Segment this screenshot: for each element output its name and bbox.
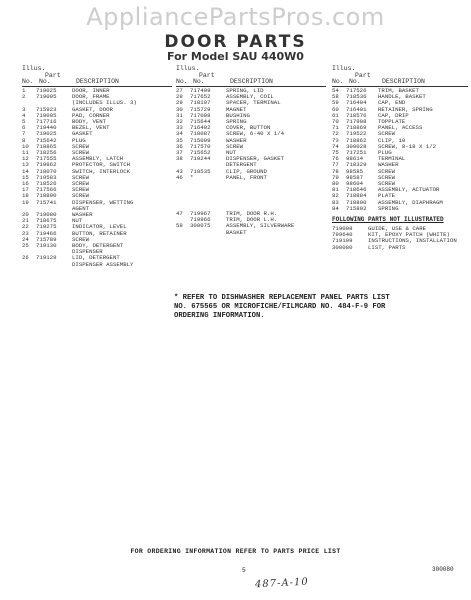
part-description: SPACER, TERMINAL [226, 99, 281, 107]
part-description: DOOR, INNER [72, 87, 110, 94]
part-number: 300080 [332, 243, 353, 251]
illus-number: 32 [176, 118, 183, 126]
part-description: BUSHING [226, 111, 250, 119]
page-title: DOOR PARTS [164, 32, 307, 52]
illus-number: 84 [332, 204, 339, 212]
part-number: 719862 [36, 161, 57, 169]
part-description: SCREW [378, 130, 396, 138]
parts-rows [332, 88, 468, 212]
part-number: 718070 [36, 167, 57, 175]
illus-number: 71 [332, 124, 339, 132]
part-number: 716404 [346, 99, 367, 107]
illus-number: 15 [22, 173, 29, 181]
part-description: PANEL, FRONT [226, 173, 267, 181]
part-number: 717251 [346, 149, 367, 157]
part-description: ASSEMBLY, SILVERWARE BASKET [226, 222, 295, 236]
part-description: HANDLE, BASKET [378, 93, 426, 101]
part-number: 719005 [36, 111, 57, 119]
part-number: 715741 [36, 198, 57, 206]
part-number: 719109 [332, 237, 353, 245]
illus-number: 17 [22, 186, 29, 194]
part-number: 719025 [36, 87, 57, 94]
header-illus: Illus. [22, 65, 46, 72]
illus-number: 75 [332, 149, 339, 157]
illus-number: 28 [176, 93, 183, 101]
part-description: TRIM, DOOR L.H. [226, 216, 278, 224]
header-part-no: No. [193, 78, 205, 85]
part-number: 717566 [36, 186, 57, 194]
illus-number: 21 [22, 217, 29, 225]
part-description: SWITCH, INTERLOCK [72, 167, 131, 175]
header-part: Part [45, 72, 61, 79]
part-number: 719966 [190, 216, 211, 224]
illus-number: 19 [22, 198, 29, 206]
illus-number: 6 [22, 124, 26, 132]
part-description: LIST, PARTS [368, 243, 406, 251]
part-number: 98604 [346, 180, 364, 188]
illus-number: 35 [176, 136, 183, 144]
part-description: TERMINAL [378, 155, 406, 163]
part-description: SCREW, 8-18 X 1/2 [378, 142, 437, 150]
part-number: 715729 [190, 105, 211, 113]
part-description: CLIP, 10 [378, 136, 406, 144]
part-number: 719130 [36, 242, 57, 250]
illus-number: 22 [22, 223, 29, 231]
header-part: Part [355, 72, 371, 79]
illus-number: 77 [332, 161, 339, 169]
part-number: 719025 [36, 130, 57, 138]
illus-number: 20 [22, 211, 29, 219]
part-number: 717555 [36, 155, 57, 163]
part-number: 718646 [346, 186, 367, 194]
part-description: DISPENSER, GASKET DETERGENT [226, 155, 285, 169]
illus-number: 16 [22, 180, 29, 188]
column-header [176, 58, 326, 88]
part-description: TRIM, BASKET [378, 87, 419, 94]
part-description: ASSEMBLY, DIAPHRAGM [378, 198, 443, 206]
part-number: 717716 [36, 118, 57, 126]
part-number: 719440 [36, 124, 57, 132]
illus-number: 12 [22, 155, 29, 163]
illus-number: 23 [22, 229, 29, 237]
illus-number: 36 [176, 142, 183, 150]
illus-number: 31 [176, 111, 183, 119]
part-description: SCREW [72, 142, 90, 150]
part-description: SPRING, LID [226, 87, 264, 94]
part-number: 715652 [190, 149, 211, 157]
part-description: PLATE [378, 192, 396, 200]
header-no: No. [22, 78, 34, 85]
illus-number: 70 [332, 118, 339, 126]
part-number: 719244 [190, 155, 211, 163]
illus-number: 47 [176, 210, 183, 218]
part-description: ASSEMBLY, COIL [226, 93, 274, 101]
part-description: SCREW [226, 142, 244, 150]
part-description: WASHER [378, 161, 399, 169]
header-description: DESCRIPTION [382, 78, 425, 85]
part-description: ASSEMBLY, ACTUATOR [378, 186, 440, 194]
illus-number: 80 [332, 180, 339, 188]
part-number: * [190, 173, 194, 181]
part-description: WASHER [226, 136, 247, 144]
part-description: NUT [72, 217, 83, 225]
part-number: 799640 [332, 231, 353, 239]
part-number: 718890 [346, 198, 367, 206]
part-row [176, 223, 326, 235]
part-description: BODY, VENT [72, 118, 107, 126]
part-description: CLIP, GROUND [226, 167, 267, 175]
part-number: 719005 [36, 93, 57, 101]
handwritten-note: 487-A-10 [254, 576, 310, 591]
illus-number: 74 [332, 142, 339, 150]
part-number: 715892 [346, 204, 367, 212]
part-number: 718329 [346, 161, 367, 169]
illus-number: 83 [332, 198, 339, 206]
part-number: 718526 [36, 180, 57, 188]
part-number: 718865 [36, 142, 57, 150]
illus-number: 43 [176, 167, 183, 175]
part-description: BUTTON, RETAINER [72, 229, 127, 237]
part-number: 717499 [190, 87, 211, 94]
not-illustrated-rows [332, 226, 468, 251]
illus-number: 29 [176, 99, 183, 107]
header-description: DESCRIPTION [76, 78, 119, 85]
part-row [22, 94, 172, 106]
part-row [176, 156, 326, 168]
illus-number: 25 [22, 242, 29, 250]
illus-number: 79 [332, 173, 339, 181]
parts-column-2 [176, 58, 326, 236]
part-description: BEZEL, VENT [72, 124, 110, 132]
part-description: INDICATOR, LEVEL [72, 223, 127, 231]
part-number: 717008 [190, 111, 211, 119]
part-number: 717908 [346, 118, 367, 126]
illus-number: 11 [22, 149, 29, 157]
part-description: GASKET, DOOR [72, 105, 113, 113]
illus-number: 10 [22, 142, 29, 150]
illus-number: 73 [332, 136, 339, 144]
part-number: 719583 [36, 173, 57, 181]
part-description: SCREW [72, 149, 90, 157]
parts-column-1 [22, 58, 172, 268]
header-part: Part [199, 72, 215, 79]
part-description: COVER, BUTTON [226, 124, 271, 132]
part-description: INSTRUCTIONS, INSTALLATION [368, 237, 457, 245]
part-number: 719275 [36, 223, 57, 231]
part-description: SPRING [378, 204, 399, 212]
part-number: 718256 [36, 149, 57, 157]
part-description: PROTECTOR, SWITCH [72, 161, 131, 169]
illus-number: 78 [332, 167, 339, 175]
model-subtitle: For Model SAU 440W0 [167, 50, 304, 63]
illus-number: 2 [22, 93, 26, 101]
illus-number: 72 [332, 130, 339, 138]
watermark: AppliancePartsPros.com [86, 3, 385, 31]
header-illus: Illus. [176, 65, 200, 72]
part-number: 718087 [190, 130, 211, 138]
not-illustrated-section [332, 216, 468, 251]
part-number: 718576 [346, 111, 367, 119]
part-description: SCREW [72, 186, 90, 194]
part-description: SPRING [226, 118, 247, 126]
column-header [22, 58, 172, 88]
illus-number: 24 [22, 235, 29, 243]
part-number: 719008 [332, 225, 353, 232]
part-number: 715923 [36, 105, 57, 113]
part-number: 716401 [346, 105, 367, 113]
part-description: GASKET [72, 130, 93, 138]
part-number: 719967 [190, 210, 211, 218]
part-number: 98585 [346, 167, 364, 175]
part-description: TRIM, DOOR R.H. [226, 210, 278, 218]
parts-column-3 [332, 58, 468, 212]
part-description: KIT, EPOXY PATCH (WHITE) [368, 231, 450, 239]
part-number: 718862 [346, 136, 367, 144]
part-description: TOPPLATE [378, 118, 406, 126]
illus-number: 13 [22, 161, 29, 169]
part-description: WASHER [72, 211, 93, 219]
illus-number: 61 [332, 111, 339, 119]
part-number: 98614 [346, 155, 364, 163]
part-number: 718536 [346, 93, 367, 101]
column-header [332, 58, 468, 88]
header-illus: Illus. [332, 65, 356, 72]
part-number: 715642 [36, 136, 57, 144]
part-number: 718675 [36, 217, 57, 225]
part-number: 718884 [346, 192, 367, 200]
part-description: DISPENSER, WETTING AGENT [72, 198, 134, 212]
illus-number: 33 [176, 124, 183, 132]
illus-number: 82 [332, 192, 339, 200]
illus-number: 7 [22, 130, 26, 138]
part-description: LID, DETERGENT DISPENSER ASSEMBLY [72, 254, 134, 268]
part-description: NUT [226, 149, 237, 157]
part-number: 719080 [36, 211, 57, 219]
illus-number: 76 [332, 155, 339, 163]
illus-number: 4 [22, 111, 26, 119]
part-number: 719466 [36, 229, 57, 237]
part-description: MAGNET [226, 105, 247, 113]
illus-number: 81 [332, 186, 339, 194]
part-number: 716402 [190, 124, 211, 132]
header-description: DESCRIPTION [230, 78, 273, 85]
part-description: SCREW [72, 192, 90, 200]
part-description: SCREW [72, 173, 90, 181]
part-description: SCREW [378, 173, 396, 181]
header-no: No. [176, 78, 188, 85]
illus-number: 58 [332, 93, 339, 101]
illus-number: 34 [176, 130, 183, 138]
part-number: 715789 [36, 235, 57, 243]
reference-note: * REFER TO DISHWASHER REPLACEMENT PANEL PARTS LIST NO. 675565 OR MICROFICHE/FILMCARD NO. 484-F-9 FOR ORDERING INFORMATION. [174, 294, 390, 320]
part-number: 717526 [346, 87, 367, 94]
illus-number: 8 [22, 136, 26, 144]
part-description: SCREW, 6-40 X 1/4 [226, 130, 285, 138]
illus-number: 30 [176, 105, 183, 113]
illus-number: 46 [176, 173, 183, 181]
part-number: 718535 [190, 167, 211, 175]
header-no: No. [332, 78, 344, 85]
illus-number: 18 [22, 192, 29, 200]
part-description: PLUG [378, 149, 392, 157]
parts-rows [176, 88, 326, 236]
part-description: PLUG [72, 136, 86, 144]
part-description: BODY, DETERGENT DISPENSER [72, 242, 124, 256]
illus-number: 58 [176, 222, 183, 230]
illus-number: 1 [22, 87, 26, 94]
part-description: SCREW [72, 180, 90, 188]
illus-number: 5 [22, 118, 26, 126]
part-description: SCREW [378, 180, 396, 188]
part-description: ASSEMBLY, LATCH [72, 155, 124, 163]
part-number: 715009 [190, 136, 211, 144]
not-illustrated-heading: FOLLOWING PARTS NOT ILLUSTRATED [332, 216, 444, 223]
part-number: 718869 [346, 124, 367, 132]
header-part-no: No. [349, 78, 361, 85]
part-description: SCREW [378, 167, 396, 175]
illus-number: 26 [22, 254, 29, 262]
part-description: PAD, CORNER [72, 111, 110, 119]
part-description: CAP, END [378, 99, 406, 107]
illus-number: 14 [22, 167, 29, 175]
illus-number: 60 [332, 105, 339, 113]
part-number: 717652 [190, 93, 211, 101]
part-row [332, 245, 468, 251]
part-number: 718890 [36, 192, 57, 200]
ordering-footer: FOR ORDERING INFORMATION REFER TO PARTS PRICE LIST [130, 548, 341, 555]
header-part-no: No. [39, 78, 51, 85]
document-code: 300080 [432, 566, 454, 573]
part-row [332, 206, 468, 212]
page-number: 5 [242, 567, 246, 574]
part-number: 719522 [346, 130, 367, 138]
part-number: 300028 [346, 142, 367, 150]
parts-rows [22, 88, 172, 268]
part-description: DOOR, FRAME (INCLUDES ILLUS. 3) [72, 93, 137, 107]
part-number: 715644 [190, 118, 211, 126]
illus-number: 59 [332, 99, 339, 107]
illus-number: 3 [22, 105, 26, 113]
part-number: 300075 [190, 222, 211, 230]
illus-number: 37 [176, 149, 183, 157]
part-row [22, 255, 172, 267]
part-description: CAP, DRIP [378, 111, 409, 119]
illus-number: 54 [332, 87, 339, 94]
part-description: PANEL, ACCESS [378, 124, 423, 132]
part-number: 719129 [36, 254, 57, 262]
illus-number: 38 [176, 155, 183, 163]
part-number: 98587 [346, 173, 364, 181]
part-number: 718197 [190, 99, 211, 107]
part-number: 717570 [190, 142, 211, 150]
part-description: GUIDE, USE & CARE [368, 225, 427, 232]
part-description: RETAINER, SPRING [378, 105, 433, 113]
illus-number: 27 [176, 87, 183, 94]
part-description: SCREW [72, 235, 90, 243]
